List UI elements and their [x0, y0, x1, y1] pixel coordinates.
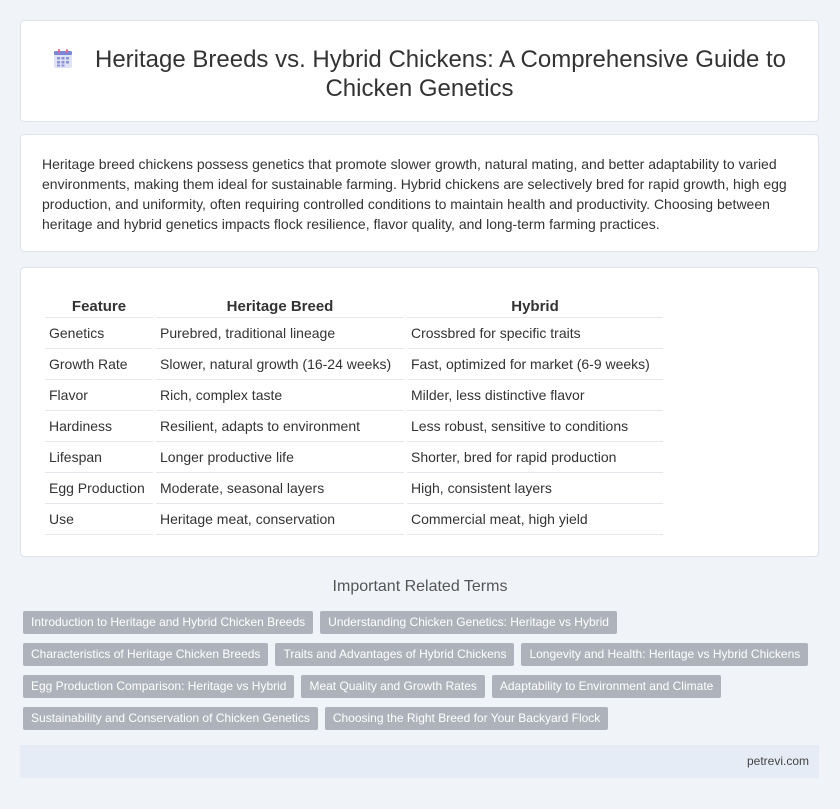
table-cell: Hardiness — [45, 411, 153, 442]
table-cell: Commercial meat, high yield — [407, 504, 663, 535]
table-cell: High, consistent layers — [407, 473, 663, 504]
related-term-tag[interactable]: Characteristics of Heritage Chicken Breeds — [23, 643, 268, 666]
table-cell: Moderate, seasonal layers — [156, 473, 404, 504]
column-header-feature: Feature — [45, 295, 153, 318]
table-cell: Less robust, sensitive to conditions — [407, 411, 663, 442]
column-header-heritage: Heritage Breed — [156, 295, 404, 318]
table-row — [45, 318, 663, 349]
page-title — [21, 45, 818, 103]
comparison-table — [42, 295, 666, 535]
tag-row — [23, 611, 823, 634]
related-term-tag[interactable]: Sustainability and Conservation of Chicken Genetics — [23, 707, 318, 730]
calendar-grid-icon — [53, 49, 73, 69]
table-cell: Flavor — [45, 380, 153, 411]
table-cell: Shorter, bred for rapid production — [407, 442, 663, 473]
related-term-tag[interactable]: Meat Quality and Growth Rates — [301, 675, 484, 698]
header-card — [20, 20, 819, 122]
table-cell: Slower, natural growth (16-24 weeks) — [156, 349, 404, 380]
related-term-tag[interactable]: Longevity and Health: Heritage vs Hybrid Chickens — [521, 643, 808, 666]
intro-paragraph: Heritage breed chickens possess genetics that promote slower growth, natural mating, and better adaptability to varied environments, making them ideal for sustainable farming. Hybrid chickens are selectively bred for rapid growth, high egg production, and uniformity, often requiring controlled conditions to maintain health and productivity. Choosing between heritage and hybrid genetics impacts flock resilience, flavor quality, and long-term farming practices. — [42, 156, 787, 232]
related-term-tag[interactable]: Egg Production Comparison: Heritage vs Hybrid — [23, 675, 294, 698]
table-cell: Heritage meat, conservation — [156, 504, 404, 535]
table-cell: Crossbred for specific traits — [407, 318, 663, 349]
table-row — [45, 411, 663, 442]
table-cell: Egg Production — [45, 473, 153, 504]
intro-card — [20, 134, 819, 252]
page-title-text: Heritage Breeds vs. Hybrid Chickens: A Comprehensive Guide to Chicken Genetics — [95, 46, 786, 102]
table-row — [45, 380, 663, 411]
table-cell: Use — [45, 504, 153, 535]
tag-row — [23, 675, 823, 698]
table-cell: Resilient, adapts to environment — [156, 411, 404, 442]
column-header-hybrid: Hybrid — [407, 295, 663, 318]
table-cell: Fast, optimized for market (6-9 weeks) — [407, 349, 663, 380]
related-term-tag[interactable]: Adaptability to Environment and Climate — [492, 675, 721, 698]
site-credit[interactable]: petrevi.com — [746, 754, 809, 768]
related-term-tag[interactable]: Traits and Advantages of Hybrid Chickens — [275, 643, 514, 666]
related-term-tag[interactable]: Understanding Chicken Genetics: Heritage vs Hybrid — [320, 611, 617, 634]
comparison-card — [20, 267, 819, 557]
related-terms-list — [23, 611, 823, 739]
table-row — [45, 442, 663, 473]
related-terms-heading: Important Related Terms — [332, 578, 508, 595]
table-cell: Milder, less distinctive flavor — [407, 380, 663, 411]
table-cell: Genetics — [45, 318, 153, 349]
tag-row — [23, 707, 823, 730]
table-cell: Longer productive life — [156, 442, 404, 473]
table-row — [45, 504, 663, 535]
tag-row — [23, 643, 823, 666]
related-term-tag[interactable]: Introduction to Heritage and Hybrid Chicken Breeds — [23, 611, 313, 634]
table-cell: Purebred, traditional lineage — [156, 318, 404, 349]
table-row — [45, 349, 663, 380]
table-cell: Rich, complex taste — [156, 380, 404, 411]
table-header-row — [45, 295, 663, 318]
related-term-tag[interactable]: Choosing the Right Breed for Your Backyard Flock — [325, 707, 608, 730]
table-cell: Growth Rate — [45, 349, 153, 380]
footer-bar — [20, 745, 819, 778]
table-row — [45, 473, 663, 504]
table-cell: Lifespan — [45, 442, 153, 473]
